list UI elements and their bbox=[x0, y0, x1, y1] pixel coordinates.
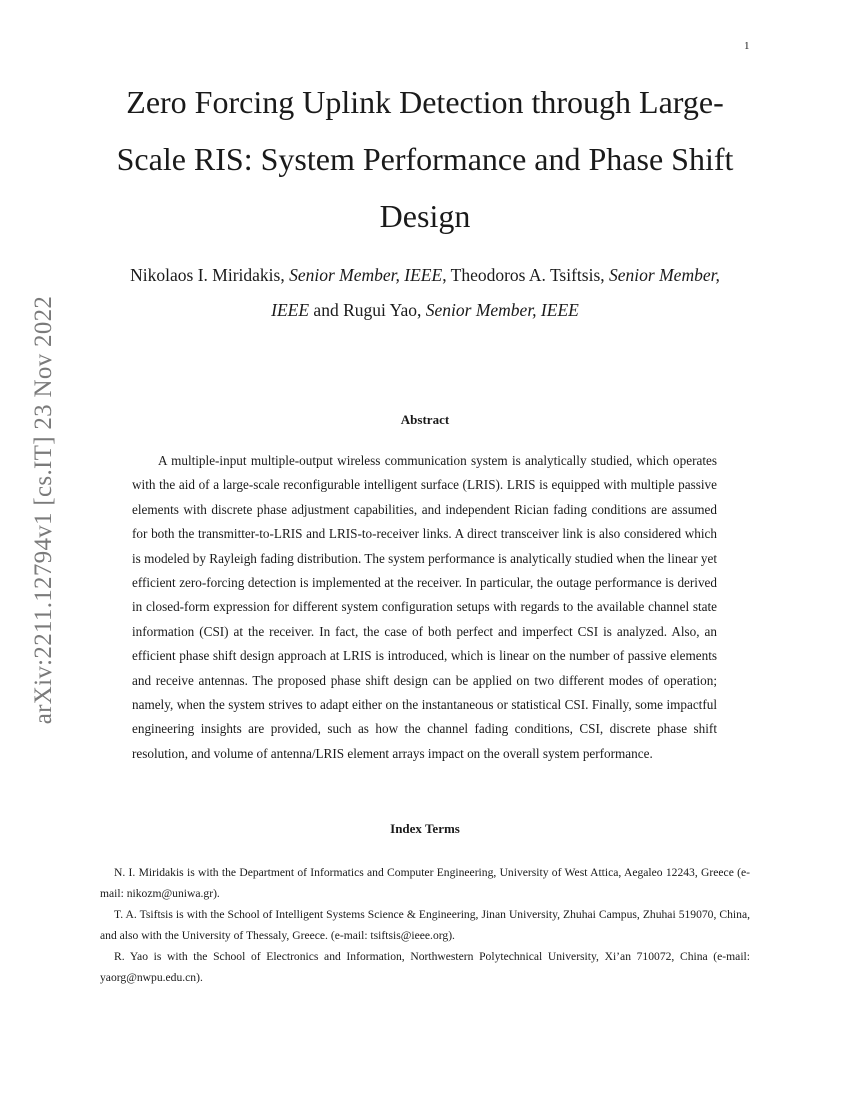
author-3-name: Rugui Yao, bbox=[343, 300, 426, 320]
author-3-role: Senior Member, IEEE bbox=[425, 300, 579, 320]
page-number: 1 bbox=[744, 40, 750, 52]
author-2-name: Theodoros A. Tsiftsis, bbox=[450, 265, 610, 285]
paper-title: Zero Forcing Uplink Detection through Large-Scale RIS: System Performance and Phase Shift Design bbox=[116, 84, 734, 234]
author-separator: , bbox=[442, 265, 451, 285]
author-list bbox=[110, 258, 740, 328]
abstract-heading: Abstract bbox=[400, 412, 450, 427]
arxiv-stamp bbox=[24, 270, 64, 750]
index-terms-heading: Index Terms bbox=[390, 821, 460, 836]
footnotes bbox=[100, 862, 750, 988]
author-1-role: Senior Member, IEEE bbox=[289, 265, 443, 285]
author-2-role: Senior Member, IEEE bbox=[271, 265, 720, 320]
arxiv-stamp-text: arXiv:2211.12794v1 [cs.IT] 23 Nov 2022 bbox=[30, 295, 57, 725]
abstract-text: A multiple-input multiple-output wireless communication system is analytically studied, which operates with the aid of a large-scale reconfigurable intelligent surface (LRIS). LRIS is equipped with multiple passive elements with discrete phase adjustment capabilities, and independent Rician fading conditions are assumed for both the transmitter-to-LRIS and LRIS-to-receiver links. A direct transceiver link is also considered which is modeled by Rayleigh fading distribution. The system performance is analytically studied when the linear yet efficient zero-forcing detection is implemented at the receiver. In particular, the outage performance is derived in closed-form expression for different system configuration setups with regards to the available channel state information (CSI) at the receiver. In fact, the case of both perfect and imperfect CSI is analyzed. Also, an efficient phase shift design approach at LRIS is introduced, which is linear on the number of passive elements and receive antennas. The proposed phase shift design can be applied on two different modes of operation; namely, when the system strives to adapt either on the instantaneous or statistical CSI. Finally, some impactful engineering insights are provided, such as how the channel fading conditions, CSI, discrete phase shift resolution, and volume of antenna/LRIS element arrays impact on the overall system performance. bbox=[132, 453, 717, 761]
footnote-affiliation: N. I. Miridakis is with the Department of Informatics and Computer Engineering, University of West Attica, Aegaleo 12243, Greece (e-mail: nikozm@uniwa.gr). bbox=[100, 866, 750, 900]
author-1-name: Nikolaos I. Miridakis, bbox=[130, 265, 290, 285]
footnote-affiliation: T. A. Tsiftsis is with the School of Intelligent Systems Science & Engineering, Jinan University, Zhuhai Campus, Zhuhai 519070, China, and also with the University of Thessaly, Greece. (e-mail: tsiftsis@ieee.org). bbox=[100, 908, 750, 942]
footnote-affiliation: R. Yao is with the School of Electronics and Information, Northwestern Polytechnical University, Xi’an 710072, China (e-mail: yaorg@nwpu.edu.cn). bbox=[100, 950, 750, 984]
author-separator: and bbox=[309, 300, 344, 320]
